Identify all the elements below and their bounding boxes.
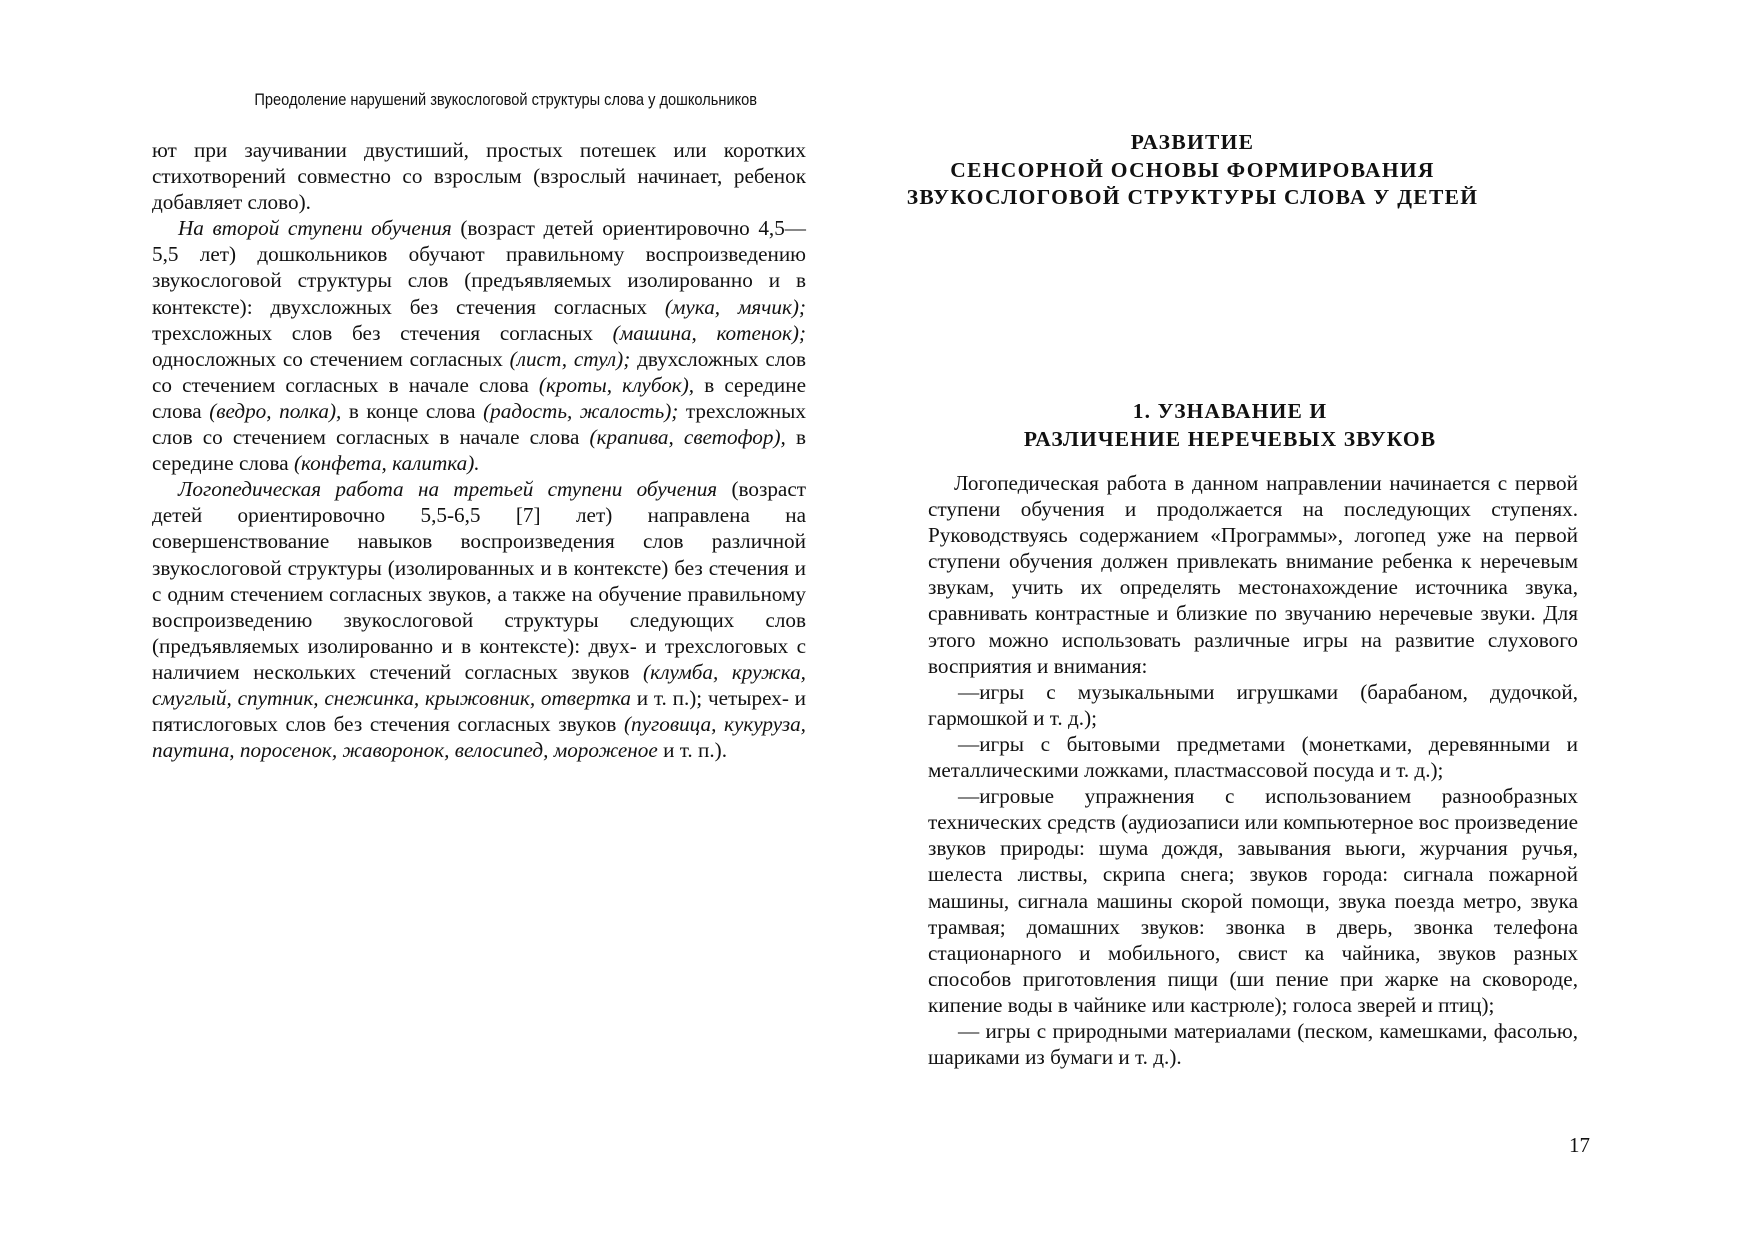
running-head: Преодоление нарушений звукослоговой структуры слова у дошкольников <box>254 90 758 109</box>
text-run: (возраст детей ориентировочно 4,5—5,5 лет) дошкольников обучают правильному воспроизведению звукослоговой структуры слов (предъявляемых изолированно и в контексте): двухсложных без стечения согласных <box>152 216 806 319</box>
text-run: трехсложных слов со стечением согласных в начале слова <box>152 398 806 450</box>
text-run: трехсложных слов без стечения согласных <box>152 320 613 345</box>
page-number: 17 <box>1569 1133 1590 1157</box>
section-title <box>990 398 1470 453</box>
example-words: (радость, жалость); <box>483 398 679 423</box>
paragraph-continuation: ют при заучивании двустиший, простых потешек или коротких стихотворений совместно со взрослым (взрослый начинает, ребенок добавляет слово). <box>152 138 806 215</box>
list-item: —игры с бытовыми предметами (монетками, деревянными и металлическими ложками, пластмассовой посуда и т. д.); <box>928 731 1578 783</box>
section-title-line: 1. УЗНАВАНИЕ И <box>1132 399 1328 423</box>
list-item: —игровые упражнения с использованием разнообразных технических средств (аудиозаписи или компьютерное вос произведение звуков природы: шума дождя, завывания вьюги, журчания ручья, шелеста листвы, скрипа снега; звуков города: сигнала пожарной машины, сигнала машины скорой помощи, звука поезда метро, звука трамвая; домашних звуков: звонка в дверь, звонка телефона стационарного и мобильного, свист ка чайника, звуков разных способов приготовления пищи (ши пение при жарке на сковороде, кипение воды в чайнике или кастрюле); голоса зверей и птиц); <box>928 784 1578 1017</box>
example-words: (кроты, клубок), <box>538 372 695 397</box>
example-words: (машина, котенок); <box>612 320 806 345</box>
example-words: (лист, стул); <box>509 346 631 371</box>
text-run: двухсложных слов со стечением согласных в начале слова <box>152 346 807 397</box>
example-words: (конфета, калитка). <box>293 451 480 476</box>
chapter-title-line: РАЗВИТИЕ <box>1130 130 1255 154</box>
text-run: односложных со стечением согласных <box>152 346 510 371</box>
emphasis: Логопедическая работа на третьей ступени обучения <box>178 477 718 502</box>
text-run: и т. п.). <box>657 738 727 763</box>
example-words: (ведро, полка), <box>209 398 342 423</box>
intro-paragraph: Логопедическая работа в данном направлении начинается с первой ступени обучения и продолжается на последующих ступенях. Руководствуясь содержанием «Программы», логопед уже на первой ступени обучения должен привлекать внимание ребенка к неречевым звукам, учить их определять местонахождение источника звука, сравнивать контрастные и близкие по звучанию неречевые звуки. Для этого можно использовать различные игры на развитие слухового восприятия и внимания: <box>928 471 1578 678</box>
section-title-line: РАЗЛИЧЕНИЕ НЕРЕЧЕВЫХ ЗВУКОВ <box>1023 426 1437 451</box>
text-run: в середине слова <box>152 425 806 476</box>
list-item: — игры с природными материалами (песком, камешками, фасолью, шариками из бумаги и т. д.). <box>928 1018 1578 1070</box>
emphasis: На второй ступени обучения <box>178 216 452 241</box>
chapter-title-line: ЗВУКОСЛОГОВОЙ СТРУКТУРЫ СЛОВА У ДЕТЕЙ <box>906 185 1479 209</box>
paragraph-second-stage <box>152 215 806 476</box>
chapter-title-line: СЕНСОРНОЙ ОСНОВЫ ФОРМИРОВАНИЯ <box>950 157 1435 182</box>
left-page-body <box>152 137 806 763</box>
example-words: (пуговица, кукуруза, паутина, поросенок, жаворонок, велосипед, мороженое <box>152 712 806 763</box>
text-run: (возраст детей ориентировочно 5,5-6,5 [7] лет) направлена на совершенствование навыков воспроизведения слов различной звукослоговой структуры (изолированных и в контексте) без стечения и с одним стечением согласных звуков, а также на обучение правильному воспроизведению звукослоговой структуры следующих слов (предъявляемых изолированно и в контексте): двух- и трехслоговых с наличием нескольких стечений согласных звуков <box>152 477 806 684</box>
list-item: —игры с музыкальными игрушками (барабаном, дудочкой, гармошкой и т. д.); <box>928 679 1578 730</box>
example-words: (крапива, светофор), <box>589 425 786 450</box>
text-run: в середине слова <box>152 372 806 423</box>
text-run: в конце слова <box>341 398 484 423</box>
chapter-title <box>886 129 1499 212</box>
example-words: (клумба, кружка, смуглый, спутник, снежинка, крыжовник, отвертка <box>152 659 806 710</box>
paragraph-third-stage <box>152 476 806 763</box>
right-page-body <box>928 470 1578 1070</box>
text-run: и т. п.); четырех- и пятислоговых слов без стечения согласных звуков <box>152 685 806 737</box>
example-words: (мука, мячик); <box>664 294 806 319</box>
